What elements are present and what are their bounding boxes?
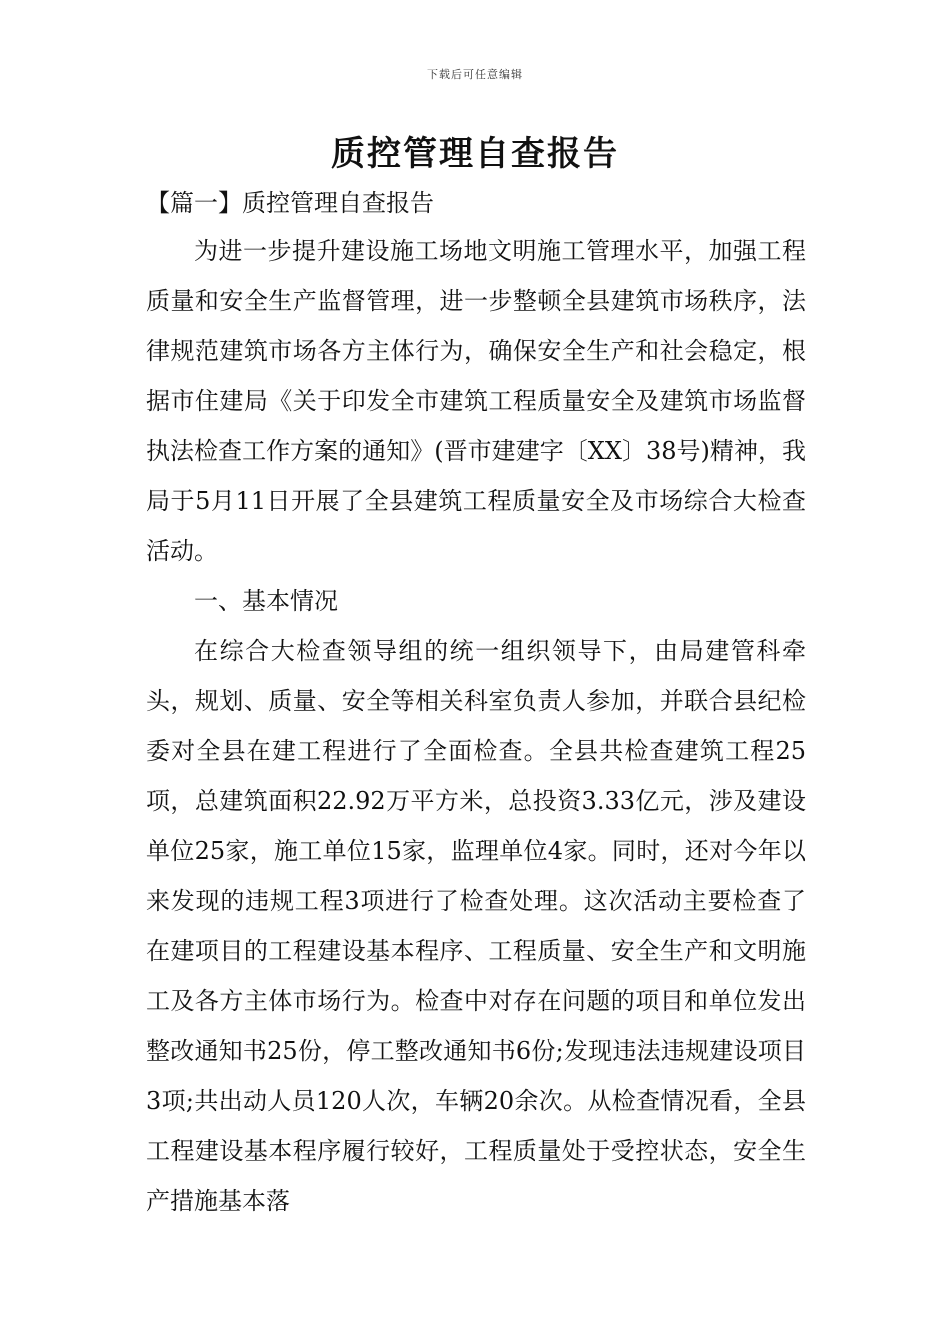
header-note: 下载后可任意编辑: [427, 68, 523, 81]
document-title: 质控管理自查报告: [331, 134, 619, 174]
section-heading: 【篇一】质控管理自查报告: [146, 189, 434, 217]
paragraph-intro: 为进一步提升建设施工场地文明施工管理水平，加强工程质量和安全生产监督管理，进一步整顿全县建筑市场秩序，法律规范建筑市场各方主体行为，确保安全生产和社会稳定，根据市住建局《关于印发全市建筑工程质量安全及建筑市场监督执法检查工作方案的通知》(晋市建建字〔XX〕38号)精神，我局于5月11日开展了全县建筑工程质量安全及市场综合大检查活动。: [146, 237, 806, 565]
paragraph-basic-situation: 在综合大检查领导组的统一组织领导下，由局建管科牵头，规划、质量、安全等相关科室负责人参加，并联合县纪检委对全县在建工程进行了全面检查。全县共检查建筑工程25项，总建筑面积22.92万平方米，总投资3.33亿元，涉及建设单位25家，施工单位15家，监理单位4家。同时，还对今年以来发现的违规工程3项进行了检查处理。这次活动主要检查了在建项目的工程建设基本程序、工程质量、安全生产和文明施工及各方主体市场行为。检查中对存在问题的项目和单位发出整改通知书25份，停工整改通知书6份;发现违法违规建设项目3项;共出动人员120人次，车辆20余次。从检查情况看，全县工程建设基本程序履行较好，工程质量处于受控状态，安全生产措施基本落: [146, 637, 806, 1215]
paragraph-subheading: 一、基本情况: [194, 587, 338, 615]
document-body: [146, 226, 806, 1226]
